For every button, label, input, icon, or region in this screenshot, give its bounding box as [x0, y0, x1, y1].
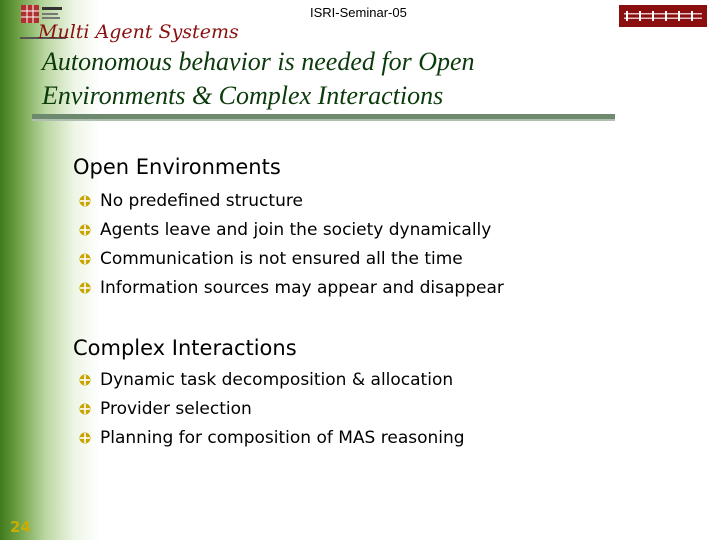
section-heading-open-environments: Open Environments — [73, 155, 281, 179]
bullet-text: Provider selection — [100, 398, 252, 419]
bullet-text: No predefined structure — [100, 190, 303, 211]
section-heading-complex-interactions: Complex Interactions — [73, 336, 297, 360]
bullet-icon — [79, 282, 91, 294]
slide-title-line-2: Environments & Complex Interactions — [42, 81, 444, 110]
complex-interactions-list — [79, 365, 465, 452]
page-number: 24 — [10, 518, 31, 536]
bullet-text: Information sources may appear and disappear — [100, 277, 504, 298]
bullet-icon — [79, 432, 91, 444]
bullet-icon — [79, 403, 91, 415]
bullet-text: Communication is not ensured all the time — [100, 248, 463, 269]
bullet-icon — [79, 253, 91, 265]
bullet-text: Agents leave and join the society dynamically — [100, 219, 492, 240]
list-item — [79, 423, 465, 452]
slide-title — [42, 45, 632, 113]
bullet-icon — [79, 195, 91, 207]
lab-logo-icon — [619, 5, 707, 27]
slide-title-line-1: Autonomous behavior is needed for Open — [42, 47, 475, 76]
list-item — [79, 186, 504, 215]
title-underline — [32, 114, 615, 119]
seminar-label: ISRI-Seminar-05 — [310, 5, 407, 20]
course-title: Multi Agent Systems — [38, 21, 239, 43]
list-item — [79, 365, 465, 394]
list-item — [79, 273, 504, 302]
bullet-text: Planning for composition of MAS reasoning — [100, 427, 465, 448]
list-item — [79, 244, 504, 273]
list-item — [79, 215, 504, 244]
bullet-text: Dynamic task decomposition & allocation — [100, 369, 454, 390]
open-environments-list — [79, 186, 504, 302]
bullet-icon — [79, 224, 91, 236]
bullet-icon — [79, 374, 91, 386]
list-item — [79, 394, 465, 423]
